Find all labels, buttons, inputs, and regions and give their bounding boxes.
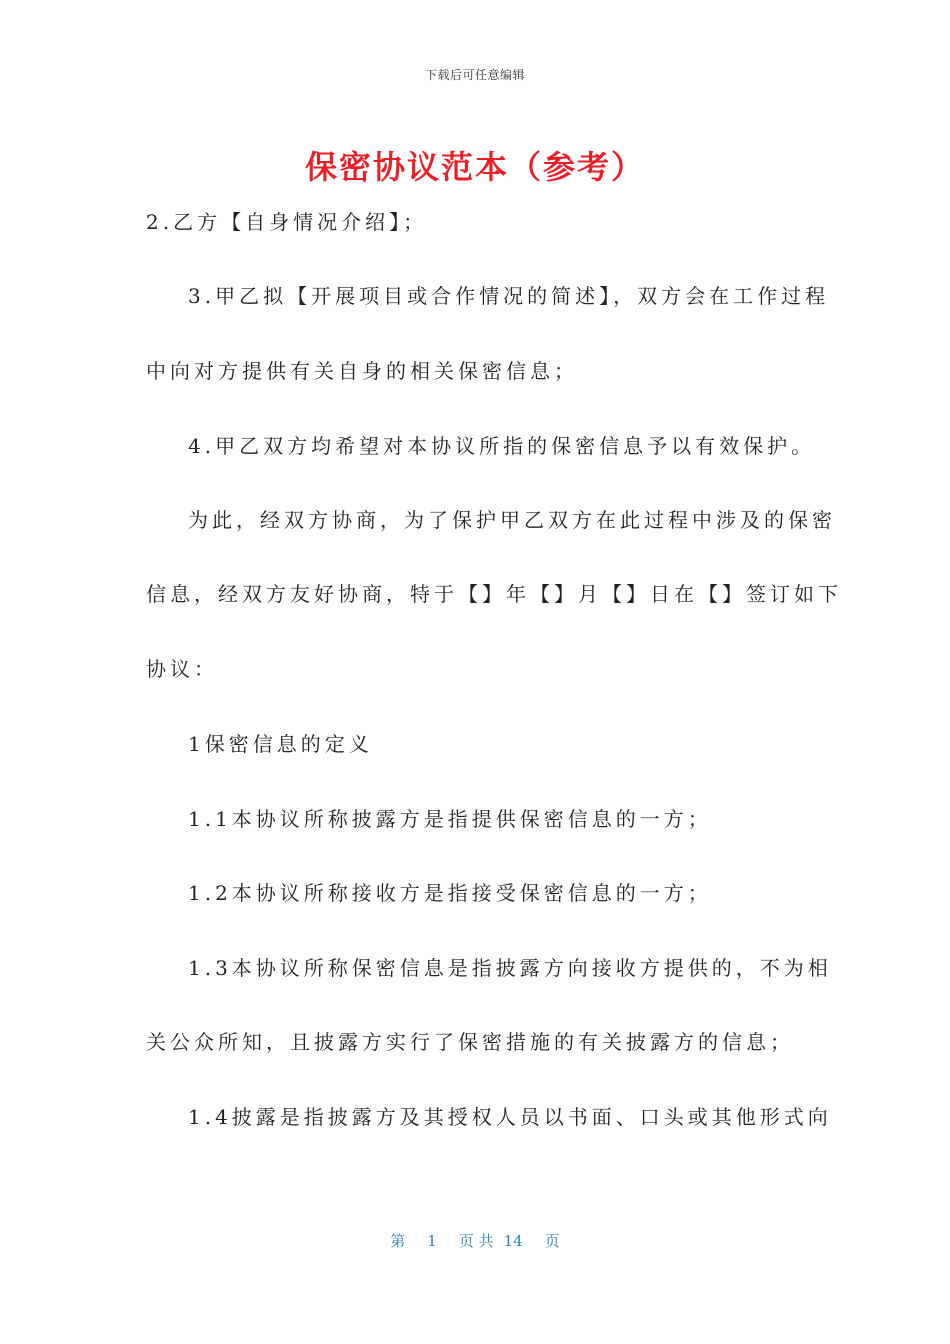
paragraph-line: 2.乙方【自身情况介绍】； (146, 210, 428, 234)
paragraph-line: 1.1本协议所称披露方是指提供保密信息的一方； (188, 807, 712, 831)
header-note: 下载后可任意编辑 (424, 68, 525, 82)
paragraph-line: 中向对方提供有关自身的相关保密信息； (146, 359, 578, 383)
paragraph-line: 信息，经双方友好协商，特于【】年【】月【】日在【】签订如下 (146, 582, 842, 606)
paragraph-line: 1.4披露是指披露方及其授权人员以书面、口头或其他形式向 (188, 1105, 832, 1129)
section-heading: 1保密信息的定义 (188, 732, 373, 756)
footer-total-pages: 14 (503, 1232, 523, 1250)
document-title: 保密协议范本（参考） (304, 148, 645, 186)
paragraph-line: 1.3本协议所称保密信息是指披露方向接收方提供的，不为相 (188, 956, 832, 980)
footer-ye-gong: 页 共 (458, 1232, 494, 1250)
footer-page-number: 1 (427, 1232, 437, 1250)
paragraph-line: 关公众所知，且披露方实行了保密措施的有关披露方的信息； (146, 1030, 794, 1054)
paragraph-line: 1.2本协议所称接收方是指接受保密信息的一方； (188, 881, 712, 905)
footer-ye: 页 (544, 1232, 560, 1250)
page-footer (0, 1230, 950, 1251)
paragraph-line: 为此，经双方协商，为了保护甲乙双方在此过程中涉及的保密 (188, 508, 836, 532)
paragraph-line: 4.甲乙双方均希望对本协议所指的保密信息予以有效保护。 (188, 434, 816, 458)
paragraph-line: 协议： (146, 657, 218, 681)
paragraph-line: 3.甲乙拟【开展项目或合作情况的简述】，双方会在工作过程 (188, 284, 830, 308)
footer-di: 第 (390, 1232, 406, 1250)
